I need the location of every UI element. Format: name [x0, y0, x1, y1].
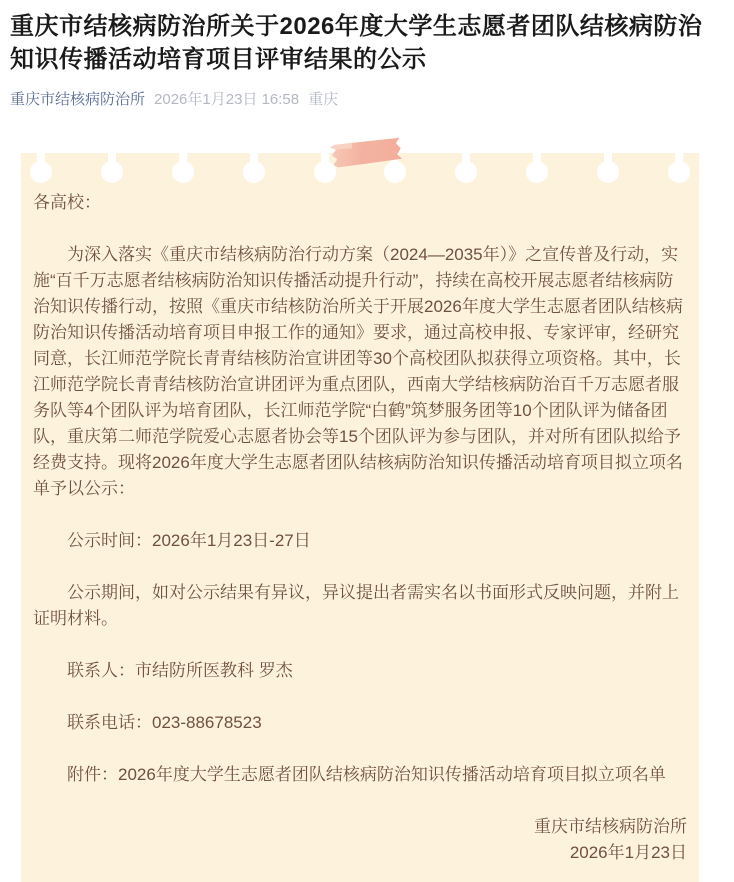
- washi-tape-ornament: [330, 137, 402, 168]
- droplet-ornament: [455, 153, 477, 183]
- publish-datetime: 2026年1月23日 16:58: [154, 91, 300, 108]
- droplet-ornament: [314, 153, 336, 183]
- article-page: [0, 10, 734, 882]
- droplet-ornament: [243, 153, 265, 183]
- notice-contact-person: 联系人：市结防所医教科 罗杰: [67, 661, 293, 680]
- account-name-link[interactable]: 重庆市结核病防治所: [10, 91, 146, 108]
- droplet-ornament: [101, 153, 123, 183]
- droplet-ornament: [526, 153, 548, 183]
- signature-date: 2026年1月23日: [569, 843, 687, 862]
- article-title: 重庆市结核病防治所关于2026年度大学生志愿者团队结核病防治知识传播活动培育项目评审结果的公示: [10, 13, 703, 73]
- notice-paragraph: 为深入落实《重庆市结核病防治行动方案（2024—2035年）》之宣传普及行动，实施“百千万志愿者结核病防治知识传播活动提升行动”，持续在高校开展志愿者结核病防治知识传播行动，按照《重庆市结核防治所关于开展2026年度大学生志愿者团队结核病防治知识传播活动培育项目申报工作的通知》要求，通过高校申报、专家评审，经研究同意，长江师范学院长青青结核防治宣讲团等30个高校团队拟获得立项资格。其中，长江师范学院长青青结核防治宣讲团评为重点团队，西南大学结核病防治百千万志愿者服务队等4个团队评为培育团队，长江师范学院“白鹤”筑梦服务团等10个团队评为储备团队，重庆第二师范学院爱心志愿者协会等15个团队评为参与团队，并对所有团队拟给予经费支持。现将2026年度大学生志愿者团队结核病防治知识传播活动培育项目拟立项名单予以公示：: [33, 245, 683, 498]
- droplet-ornament: [30, 153, 52, 183]
- notice-contact-phone: 联系电话：023-88678523: [67, 713, 262, 732]
- publish-location: 重庆: [308, 91, 339, 108]
- notice-card: [21, 153, 699, 882]
- notice-publicity-period: 公示时间：2026年1月23日-27日: [67, 531, 311, 550]
- notice-attachment-line: 附件：2026年度大学生志愿者团队结核病防治知识传播活动培育项目拟立项名单: [67, 765, 666, 784]
- notice-objection-note: 公示期间，如对公示结果有异议，异议提出者需实名以书面形式反映问题，并附上证明材料。: [33, 583, 679, 628]
- signature-org: 重庆市结核病防治所: [534, 817, 687, 836]
- notice-salutation: 各高校：: [33, 193, 101, 212]
- droplet-ornament: [597, 153, 619, 183]
- droplet-ornament: [172, 153, 194, 183]
- droplet-ornament: [668, 153, 690, 183]
- signature-block: [33, 814, 687, 866]
- article-meta: [10, 89, 724, 110]
